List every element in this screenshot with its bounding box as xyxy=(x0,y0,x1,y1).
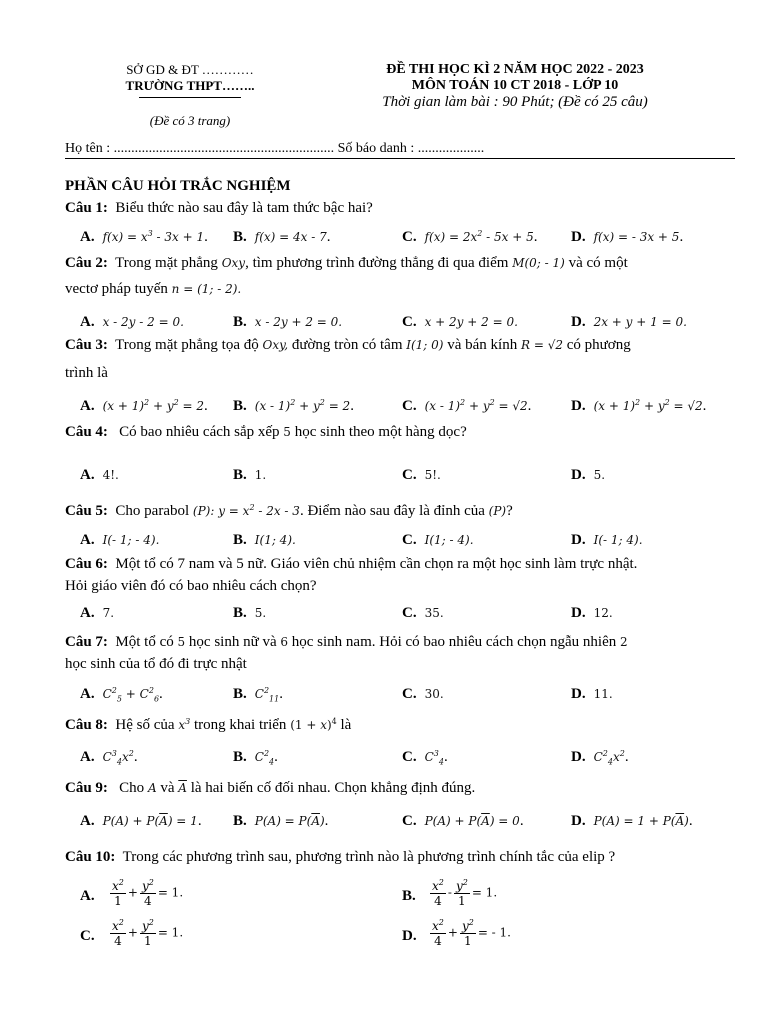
question-4-options xyxy=(80,467,735,489)
option-a: $P(A) + P(\overline{A}) = 1$ xyxy=(102,814,198,828)
option-d: 5. xyxy=(593,468,606,482)
question-text: Trong mặt phẳng xyxy=(115,255,218,271)
question-9-options: A. $P(A) + P(\overline{A}) = 1$. B. $P(A) = P(\overline{A})$. C. $P(A) + P(\overline{A}) = 0$. D. $P(A) = 1 + P(\overline{A})$. xyxy=(80,813,693,829)
option-label: C. xyxy=(402,229,417,245)
question-10-options-row1 xyxy=(80,880,735,920)
option-label: A. xyxy=(80,888,95,904)
question-label: Câu 10: xyxy=(65,849,116,865)
option-b: $C^2_{11}$ xyxy=(254,686,280,704)
question-label: Câu 6: xyxy=(65,556,108,572)
option-b: I(1; 4). xyxy=(254,533,296,547)
option-label: C. xyxy=(402,467,417,483)
option-b: $\frac{x^2}{4}$ - $\frac{y^2}{1}$ = 1. xyxy=(432,878,498,908)
question-text: , tìm phương trình đường thẳng đi qua điểm xyxy=(245,255,509,271)
math-expr: (P) xyxy=(488,504,507,518)
option-c: 30. xyxy=(424,687,444,701)
header-left xyxy=(95,62,285,129)
option-d: I(- 1; 4). xyxy=(593,533,643,547)
option-a: $f(x) = x^3 - 3x + 1$ xyxy=(102,229,205,244)
option-a: $(x + 1)^2 + y^2 = 2$ xyxy=(102,398,205,413)
math-expr: $(1 + x)^4$ xyxy=(290,717,337,732)
question-text: Một tổ có xyxy=(115,634,174,650)
math-expr: I(1; 0) xyxy=(406,338,444,352)
option-label: B. xyxy=(233,467,247,483)
option-label: C. xyxy=(80,928,95,944)
math-expr: $x^3$ xyxy=(178,717,191,732)
option-c: x + 2y + 2 = 0. xyxy=(424,315,518,329)
question-3 xyxy=(65,334,735,390)
question-10 xyxy=(65,846,735,868)
exam-title: ĐỀ THI HỌC KÌ 2 NĂM HỌC 2022 - 2023 xyxy=(386,62,644,77)
question-2-options xyxy=(80,314,735,336)
option-d: $C^2_4x^2$ xyxy=(593,749,625,767)
option-b: 1. xyxy=(254,468,267,482)
math-expr: 6 xyxy=(280,635,288,649)
option-b: x - 2y + 2 = 0. xyxy=(254,315,343,329)
question-5-options xyxy=(80,532,735,554)
question-label: Câu 7: xyxy=(65,634,108,650)
math-expr: 5 xyxy=(283,425,291,439)
pages-note: (Đề có 3 trang) xyxy=(149,113,231,128)
option-label: D. xyxy=(571,467,586,483)
question-text: Trong các phương trình sau, phương trình nào là phương trình chính tắc của elip ? xyxy=(122,849,616,865)
option-d: 11. xyxy=(593,687,613,701)
header-right xyxy=(340,62,690,110)
question-6 xyxy=(65,553,735,597)
option-b: f(x) = 4x - 7 xyxy=(254,230,327,244)
question-2 xyxy=(65,252,735,304)
question-text: Biểu thức nào sau đây là tam thức bậc hai? xyxy=(115,200,373,216)
option-a: $C^3_4x^2$ xyxy=(102,749,134,767)
math-expr: A xyxy=(147,781,157,795)
option-label: D. xyxy=(571,532,586,548)
option-c: $(x - 1)^2 + y^2 = √2$ xyxy=(424,398,528,413)
option-b: $(x - 1)^2 + y^2 = 2$ xyxy=(254,398,351,413)
option-label: B. xyxy=(233,314,247,330)
question-8 xyxy=(65,711,735,736)
option-d: 12. xyxy=(593,606,613,620)
option-label: A. xyxy=(80,398,95,414)
school-name: TRƯỜNG THPT…….. xyxy=(125,78,255,93)
option-b: 5. xyxy=(254,606,267,620)
math-expr: (P): $y = x^2 - 2x - 3$ xyxy=(192,503,300,518)
divider xyxy=(139,97,241,98)
dept-name: SỞ GD & ĐT ………… xyxy=(126,62,254,77)
section-title: PHẦN CÂU HỎI TRẮC NGHIỆM xyxy=(65,178,291,194)
question-5 xyxy=(65,497,735,522)
option-label: C. xyxy=(402,686,417,702)
question-text: . Điểm nào sau đây là đỉnh của xyxy=(299,503,485,519)
option-label: A. xyxy=(80,467,95,483)
exam-time: Thời gian làm bài : 90 Phút; (Đề có 25 câu) xyxy=(382,94,648,110)
option-label: B. xyxy=(233,532,247,548)
option-c: $C^3_4$ xyxy=(424,749,444,767)
question-text: là xyxy=(340,717,352,733)
question-text: Hệ số của xyxy=(115,717,175,733)
option-label: D. xyxy=(571,749,586,765)
option-label: D. xyxy=(571,229,586,245)
question-text: học sinh nam. Hỏi có bao nhiêu cách chọn ngẫu nhiên xyxy=(291,634,617,650)
math-expr: $\overline{A}$ xyxy=(178,781,187,795)
option-label: D. xyxy=(402,928,417,944)
question-text: trình là xyxy=(65,365,108,381)
option-label: A. xyxy=(80,229,95,245)
option-label: B. xyxy=(233,686,247,702)
option-a: 7. xyxy=(102,606,115,620)
math-expr: 5 xyxy=(177,635,186,649)
option-label: C. xyxy=(402,314,417,330)
question-text: Cho xyxy=(119,780,145,796)
question-text: vectơ pháp tuyến xyxy=(65,281,168,297)
question-text: trong khai triển xyxy=(193,717,287,733)
question-3-options: A. $(x + 1)^2 + y^2 = 2$. B. $(x - 1)^2 + y^2 = 2$. C. $(x - 1)^2 + y^2 = √2$. D. $(x + 1)^2 + y^2 = √2$. xyxy=(80,398,707,414)
question-text: có phương xyxy=(566,337,631,353)
option-label: B. xyxy=(402,888,416,904)
math-expr: R = √2 xyxy=(520,338,563,352)
question-6-options xyxy=(80,605,735,627)
question-7-options: A. $C^2_5 + C^2_6$. B. $C^2_{11}$. C. 30. D. 11. xyxy=(80,686,613,704)
option-label: A. xyxy=(80,749,95,765)
option-label: A. xyxy=(80,813,95,829)
option-b: $P(A) = P(\overline{A})$ xyxy=(254,814,325,828)
question-7 xyxy=(65,631,735,675)
question-text: học sinh của tổ đó đi trực nhật xyxy=(65,656,247,672)
option-label: A. xyxy=(80,605,95,621)
option-label: D. xyxy=(571,605,586,621)
question-4 xyxy=(65,421,735,443)
question-text: học sinh theo một hàng dọc? xyxy=(294,424,467,440)
question-text: Hỏi giáo viên đó có bao nhiêu cách chọn? xyxy=(65,578,317,594)
question-text: và bán kính xyxy=(447,337,518,353)
question-1-options: A. $f(x) = x^3 - 3x + 1$. B. f(x) = 4x - 7. C. $f(x) = 2x^2 - 5x + 5$. D. f(x) = - 3x + 5. xyxy=(80,229,684,245)
question-9 xyxy=(65,777,735,799)
option-label: C. xyxy=(402,813,417,829)
option-label: D. xyxy=(571,398,586,414)
student-info-line: Họ tên : ............................................................... Số báo danh : ................... xyxy=(65,141,735,159)
question-label: Câu 9: xyxy=(65,780,108,796)
question-8-options: A. $C^3_4x^2$. B. $C^2_4$. C. $C^3_4$. D. $C^2_4x^2$. xyxy=(80,749,629,767)
option-label: D. xyxy=(571,813,586,829)
option-label: B. xyxy=(233,398,247,414)
option-label: B. xyxy=(233,813,247,829)
question-text: là hai biến cố đối nhau. Chọn khẳng định đúng. xyxy=(190,780,476,796)
option-c: 5!. xyxy=(424,468,441,482)
option-b: $C^2_4$ xyxy=(254,749,275,767)
option-a: x - 2y - 2 = 0. xyxy=(102,315,184,329)
option-c: 35. xyxy=(424,606,444,620)
option-c: $\frac{x^2}{4}$ + $\frac{y^2}{1}$ = 1. xyxy=(112,918,184,948)
option-label: C. xyxy=(402,398,417,414)
option-a: $\frac{x^2}{1}$ + $\frac{y^2}{4}$ = 1. xyxy=(112,878,184,908)
option-label: D. xyxy=(571,314,586,330)
option-c: $P(A) + P(\overline{A}) = 0$ xyxy=(424,814,520,828)
question-label: Câu 4: xyxy=(65,424,108,440)
option-d: $(x + 1)^2 + y^2 = √2$ xyxy=(593,398,703,413)
question-text: và xyxy=(160,780,175,796)
option-d: $\frac{x^2}{4}$ + $\frac{y^2}{1}$ = - 1. xyxy=(432,918,511,948)
question-label: Câu 1: xyxy=(65,200,108,216)
option-a: I(- 1; - 4). xyxy=(102,533,160,547)
question-10-options-row2 xyxy=(80,920,735,960)
question-text: Một tổ có 7 nam và 5 nữ. Giáo viên chủ nhiệm cần chọn ra một học sinh làm trực nhật. xyxy=(115,556,638,572)
question-text: đường tròn có tâm xyxy=(291,337,403,353)
math-expr: n = (1; - 2). xyxy=(171,282,242,296)
math-expr: Oxy xyxy=(221,256,246,270)
option-d: f(x) = - 3x + 5 xyxy=(593,230,680,244)
option-d: 2x + y + 1 = 0. xyxy=(593,315,687,329)
math-expr: Oxy, xyxy=(262,338,289,352)
option-a: $C^2_5 + C^2_6$ xyxy=(102,686,160,704)
option-label: B. xyxy=(233,229,247,245)
exam-subject: MÔN TOÁN 10 CT 2018 - LỚP 10 xyxy=(411,78,619,93)
option-label: C. xyxy=(402,605,417,621)
math-expr: M(0; - 1) xyxy=(512,256,565,270)
option-d: $P(A) = 1 + P(\overline{A})$ xyxy=(593,814,689,828)
question-text: và có một xyxy=(568,255,628,271)
option-label: A. xyxy=(80,314,95,330)
question-text: học sinh nữ và xyxy=(188,634,277,650)
math-expr: 2 xyxy=(620,635,628,649)
question-text: Trong mặt phẳng tọa độ xyxy=(115,337,259,353)
question-text: ? xyxy=(506,503,513,519)
option-label: A. xyxy=(80,532,95,548)
question-label: Câu 8: xyxy=(65,717,108,733)
option-label: B. xyxy=(233,605,247,621)
option-label: A. xyxy=(80,686,95,702)
option-label: C. xyxy=(402,532,417,548)
option-label: B. xyxy=(233,749,247,765)
question-label: Câu 2: xyxy=(65,255,108,271)
question-label: Câu 5: xyxy=(65,503,108,519)
option-label: C. xyxy=(402,749,417,765)
option-label: D. xyxy=(571,686,586,702)
option-a: 4!. xyxy=(102,468,119,482)
option-c: I(1; - 4). xyxy=(424,533,474,547)
question-label: Câu 3: xyxy=(65,337,108,353)
question-text: Cho parabol xyxy=(115,503,190,519)
option-c: $f(x) = 2x^2 - 5x + 5$ xyxy=(424,229,534,244)
question-text: Có bao nhiêu cách sắp xếp xyxy=(119,424,280,440)
question-1 xyxy=(65,197,735,219)
